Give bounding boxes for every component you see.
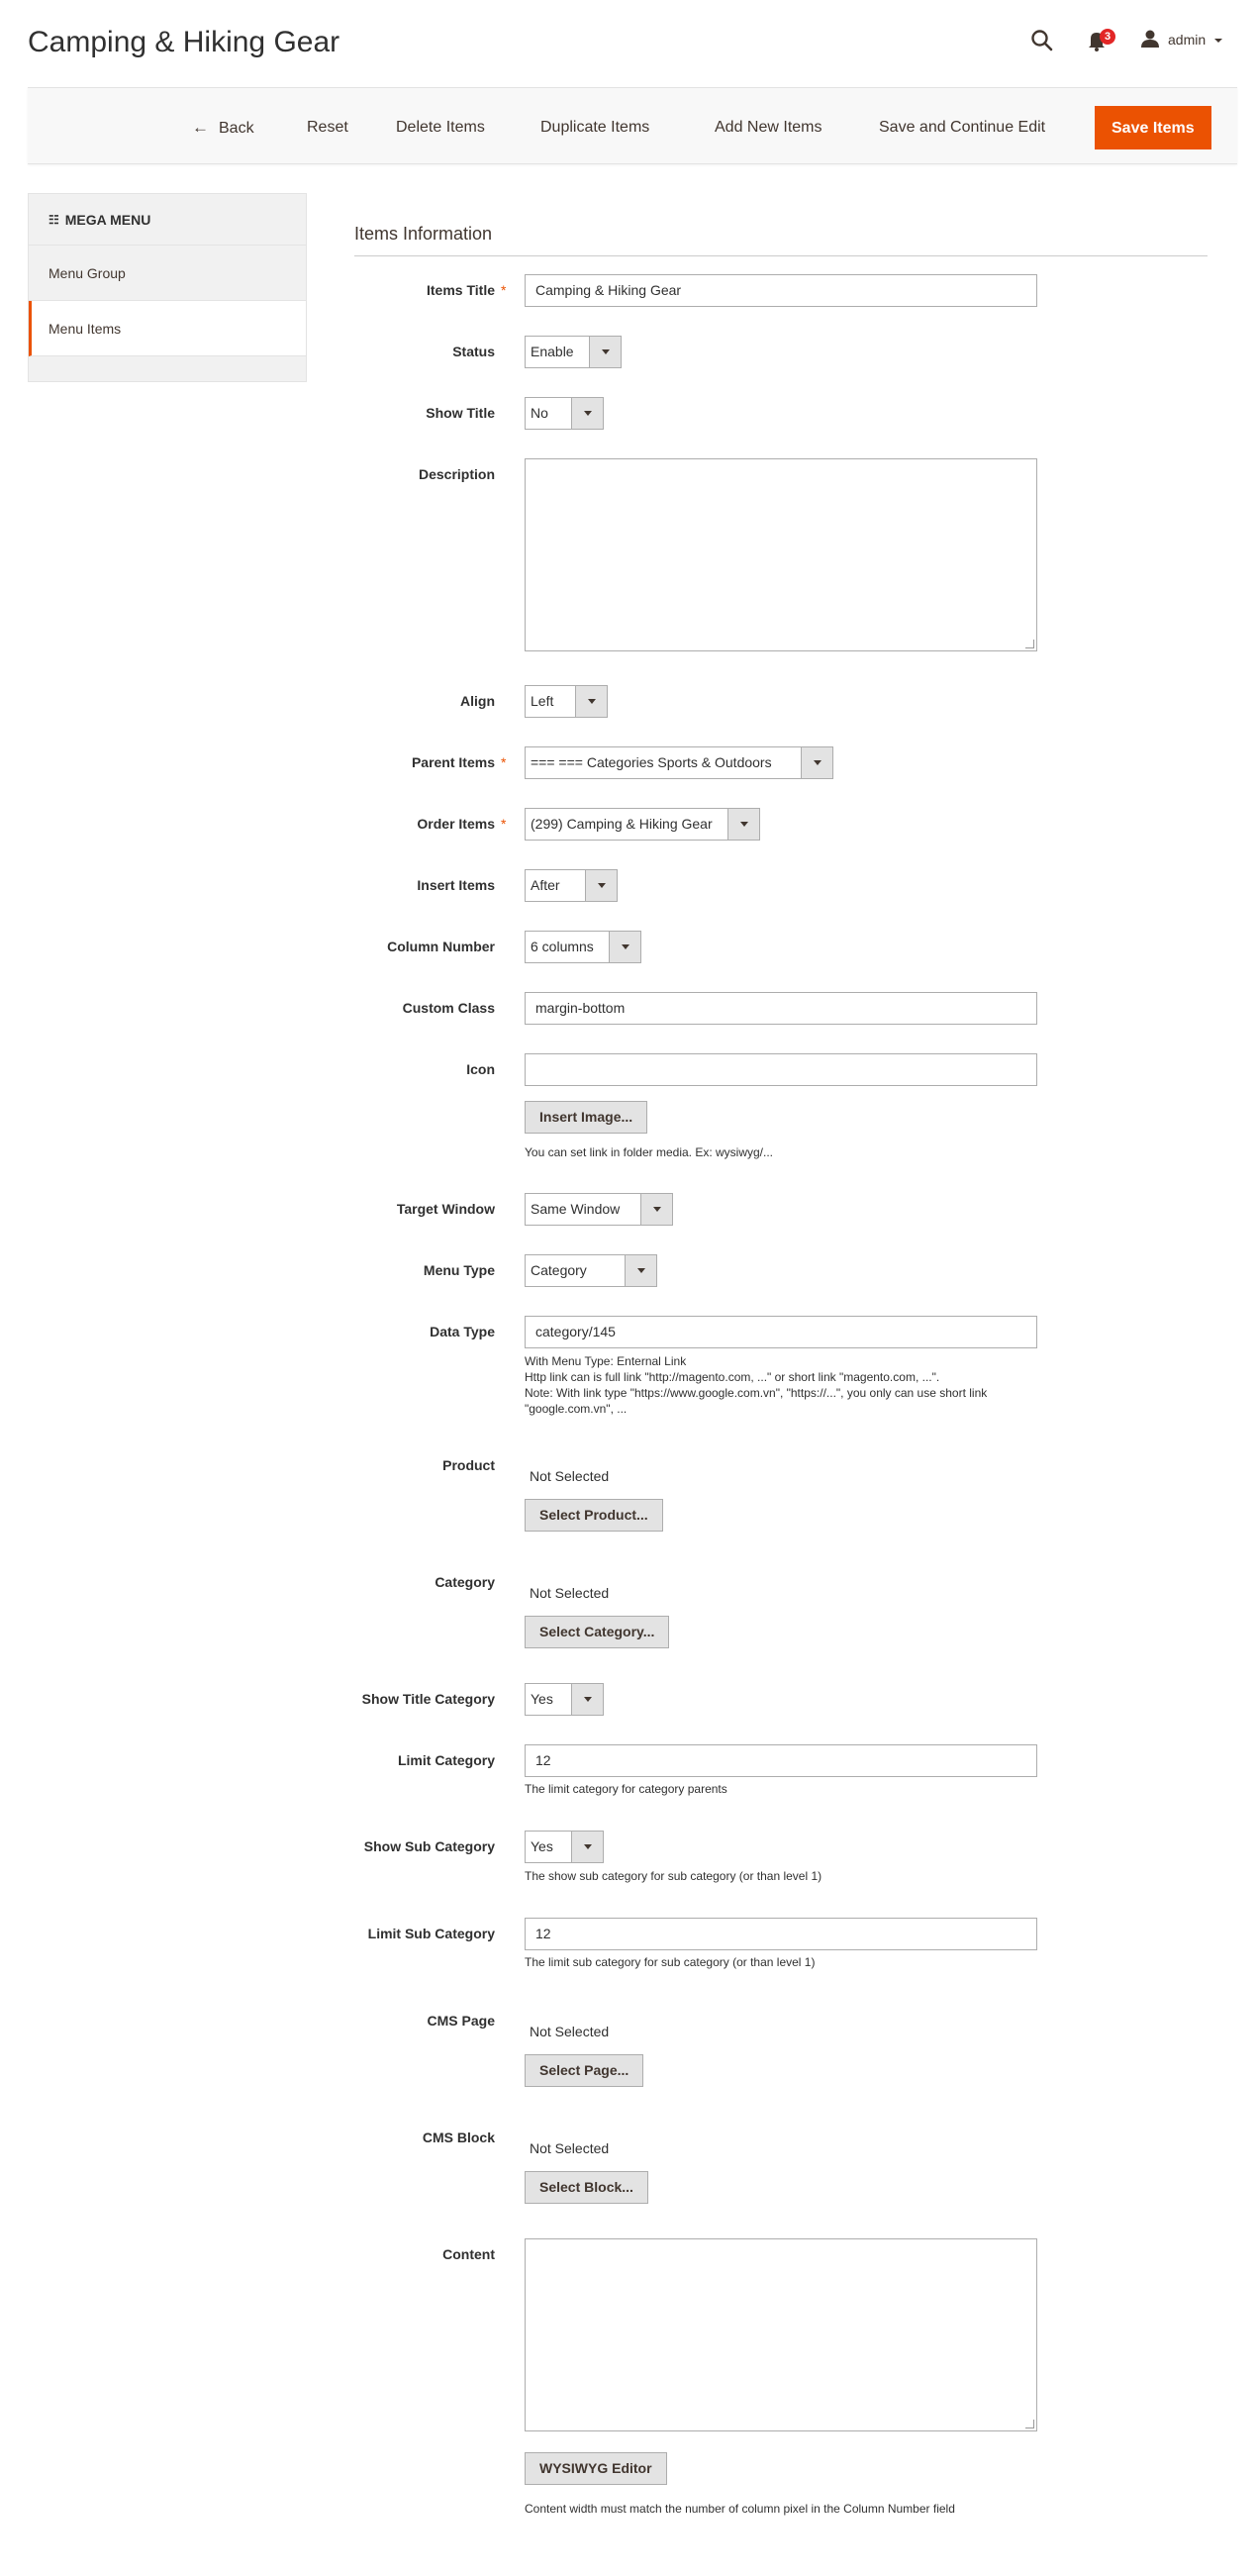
chevron-down-icon <box>640 1194 672 1225</box>
page-actions-toolbar <box>28 87 1237 164</box>
insert-items-value: After <box>531 877 560 893</box>
custom-class-label: Custom Class <box>402 1000 495 1016</box>
target-window-value: Same Window <box>531 1201 621 1217</box>
column-number-select[interactable] <box>525 931 641 963</box>
status-select[interactable] <box>525 336 622 368</box>
chevron-down-icon <box>589 337 621 367</box>
target-window-select[interactable] <box>525 1193 673 1226</box>
limit-category-label: Limit Category <box>397 1752 495 1768</box>
save-and-continue-button[interactable]: Save and Continue Edit <box>865 106 1059 149</box>
section-title: Items Information <box>354 224 493 244</box>
insert-items-select[interactable] <box>525 869 618 902</box>
chevron-down-icon <box>1213 32 1223 48</box>
order-items-value: (299) Camping & Hiking Gear <box>531 816 713 832</box>
user-menu[interactable] <box>1140 28 1223 51</box>
required-marker: * <box>501 754 507 770</box>
cms-page-value: Not Selected <box>530 2024 610 2039</box>
product-label: Product <box>442 1457 495 1473</box>
category-label: Category <box>435 1574 495 1590</box>
add-new-items-button[interactable]: Add New Items <box>701 106 835 149</box>
target-window-label: Target Window <box>396 1201 495 1217</box>
user-icon <box>1140 29 1160 51</box>
sidebar-item-menu-group[interactable]: Menu Group <box>29 246 306 301</box>
show-sub-category-select[interactable] <box>525 1831 604 1863</box>
duplicate-items-button[interactable]: Duplicate Items <box>527 106 663 149</box>
column-number-value: 6 columns <box>531 939 594 954</box>
wysiwyg-editor-button[interactable]: WYSIWYG Editor <box>525 2452 667 2485</box>
chevron-down-icon <box>571 1832 603 1862</box>
menu-grid-icon: ☷ <box>48 212 59 227</box>
items-title-input[interactable]: Camping & Hiking Gear <box>525 274 1037 307</box>
show-title-value: No <box>531 405 548 421</box>
chevron-down-icon <box>585 870 617 901</box>
reset-button[interactable]: Reset <box>293 106 362 149</box>
select-category-button[interactable]: Select Category... <box>525 1616 669 1648</box>
delete-items-button[interactable]: Delete Items <box>382 106 499 149</box>
back-button[interactable] <box>178 106 268 149</box>
menu-type-label: Menu Type <box>423 1262 495 1278</box>
arrow-left-icon: ← <box>192 118 209 137</box>
content-textarea[interactable] <box>525 2238 1037 2431</box>
show-sub-category-label: Show Sub Category <box>363 1838 495 1854</box>
user-name: admin <box>1168 32 1207 48</box>
items-title-label: Items Title <box>427 282 495 298</box>
icon-input[interactable] <box>525 1053 1037 1086</box>
limit-sub-category-input[interactable]: 12 <box>525 1918 1037 1950</box>
custom-class-input[interactable]: margin-bottom <box>525 992 1037 1025</box>
sidebar-heading <box>29 194 306 246</box>
cms-block-label: CMS Block <box>422 2130 495 2145</box>
section-divider <box>354 255 1208 256</box>
category-value: Not Selected <box>530 1585 610 1601</box>
required-marker: * <box>501 282 507 298</box>
notification-badge: 3 <box>1100 29 1115 45</box>
parent-items-label: Parent Items <box>411 754 495 770</box>
order-items-select[interactable] <box>525 808 760 841</box>
chevron-down-icon <box>727 809 759 840</box>
status-value: Enable <box>531 344 574 359</box>
limit-category-input[interactable]: 12 <box>525 1744 1037 1777</box>
content-note: Content width must match the number of column pixel in the Column Number field <box>525 2502 955 2516</box>
data-type-note-1: With Menu Type: Enternal Link <box>525 1354 687 1368</box>
show-title-select[interactable] <box>525 397 604 430</box>
cms-block-value: Not Selected <box>530 2140 610 2156</box>
order-items-label: Order Items <box>417 816 495 832</box>
chevron-down-icon <box>575 686 607 717</box>
select-product-button[interactable]: Select Product... <box>525 1499 663 1532</box>
product-value: Not Selected <box>530 1468 610 1484</box>
menu-type-select[interactable] <box>525 1254 657 1287</box>
parent-items-value: === === Categories Sports & Outdoors <box>531 754 772 770</box>
chevron-down-icon <box>801 747 832 778</box>
data-type-note-2: Http link can is full link "http://magento.com, ..." or short link "magento.com, ...". <box>525 1370 940 1384</box>
insert-items-label: Insert Items <box>417 877 495 893</box>
sidebar-item-menu-items[interactable]: Menu Items <box>29 301 306 356</box>
chevron-down-icon <box>571 398 603 429</box>
align-select[interactable] <box>525 685 608 718</box>
show-title-category-select[interactable] <box>525 1683 604 1716</box>
chevron-down-icon <box>625 1255 656 1286</box>
show-title-label: Show Title <box>426 405 495 421</box>
status-label: Status <box>452 344 495 359</box>
sidebar-heading-label: MEGA MENU <box>64 211 151 228</box>
show-sub-category-note: The show sub category for sub category (or than level 1) <box>525 1869 822 1883</box>
limit-sub-category-label: Limit Sub Category <box>367 1926 495 1941</box>
search-icon[interactable] <box>1029 28 1055 53</box>
select-page-button[interactable]: Select Page... <box>525 2054 643 2087</box>
description-textarea[interactable] <box>525 458 1037 651</box>
limit-sub-category-note: The limit sub category for sub category (or than level 1) <box>525 1955 816 1969</box>
data-type-label: Data Type <box>430 1324 495 1339</box>
show-sub-category-value: Yes <box>531 1838 553 1854</box>
parent-items-select[interactable] <box>525 746 833 779</box>
align-value: Left <box>531 693 554 709</box>
page-title: Camping & Hiking Gear <box>28 26 340 58</box>
select-block-button[interactable]: Select Block... <box>525 2171 648 2204</box>
menu-type-value: Category <box>531 1262 587 1278</box>
cms-page-label: CMS Page <box>427 2013 495 2029</box>
description-label: Description <box>418 466 495 482</box>
page-header <box>0 0 1257 87</box>
column-number-label: Column Number <box>387 939 495 954</box>
required-marker: * <box>501 816 507 832</box>
align-label: Align <box>460 693 495 709</box>
chevron-down-icon <box>609 932 640 962</box>
insert-image-button[interactable]: Insert Image... <box>525 1101 647 1134</box>
show-title-category-label: Show Title Category <box>361 1691 495 1707</box>
back-label: Back <box>219 120 254 137</box>
icon-label: Icon <box>466 1061 495 1077</box>
chevron-down-icon <box>571 1684 603 1715</box>
data-type-note-3: Note: With link type "https://www.google.com.vn", "https://...", you only can use short link "google.com.vn", ... <box>525 1386 988 1416</box>
icon-note: You can set link in folder media. Ex: wysiwyg/... <box>525 1145 774 1159</box>
sidebar <box>28 193 307 382</box>
data-type-input[interactable]: category/145 <box>525 1316 1037 1348</box>
content-label: Content <box>442 2246 495 2262</box>
show-title-category-value: Yes <box>531 1691 553 1707</box>
save-items-button[interactable]: Save Items <box>1095 106 1211 149</box>
limit-category-note: The limit category for category parents <box>525 1782 727 1796</box>
